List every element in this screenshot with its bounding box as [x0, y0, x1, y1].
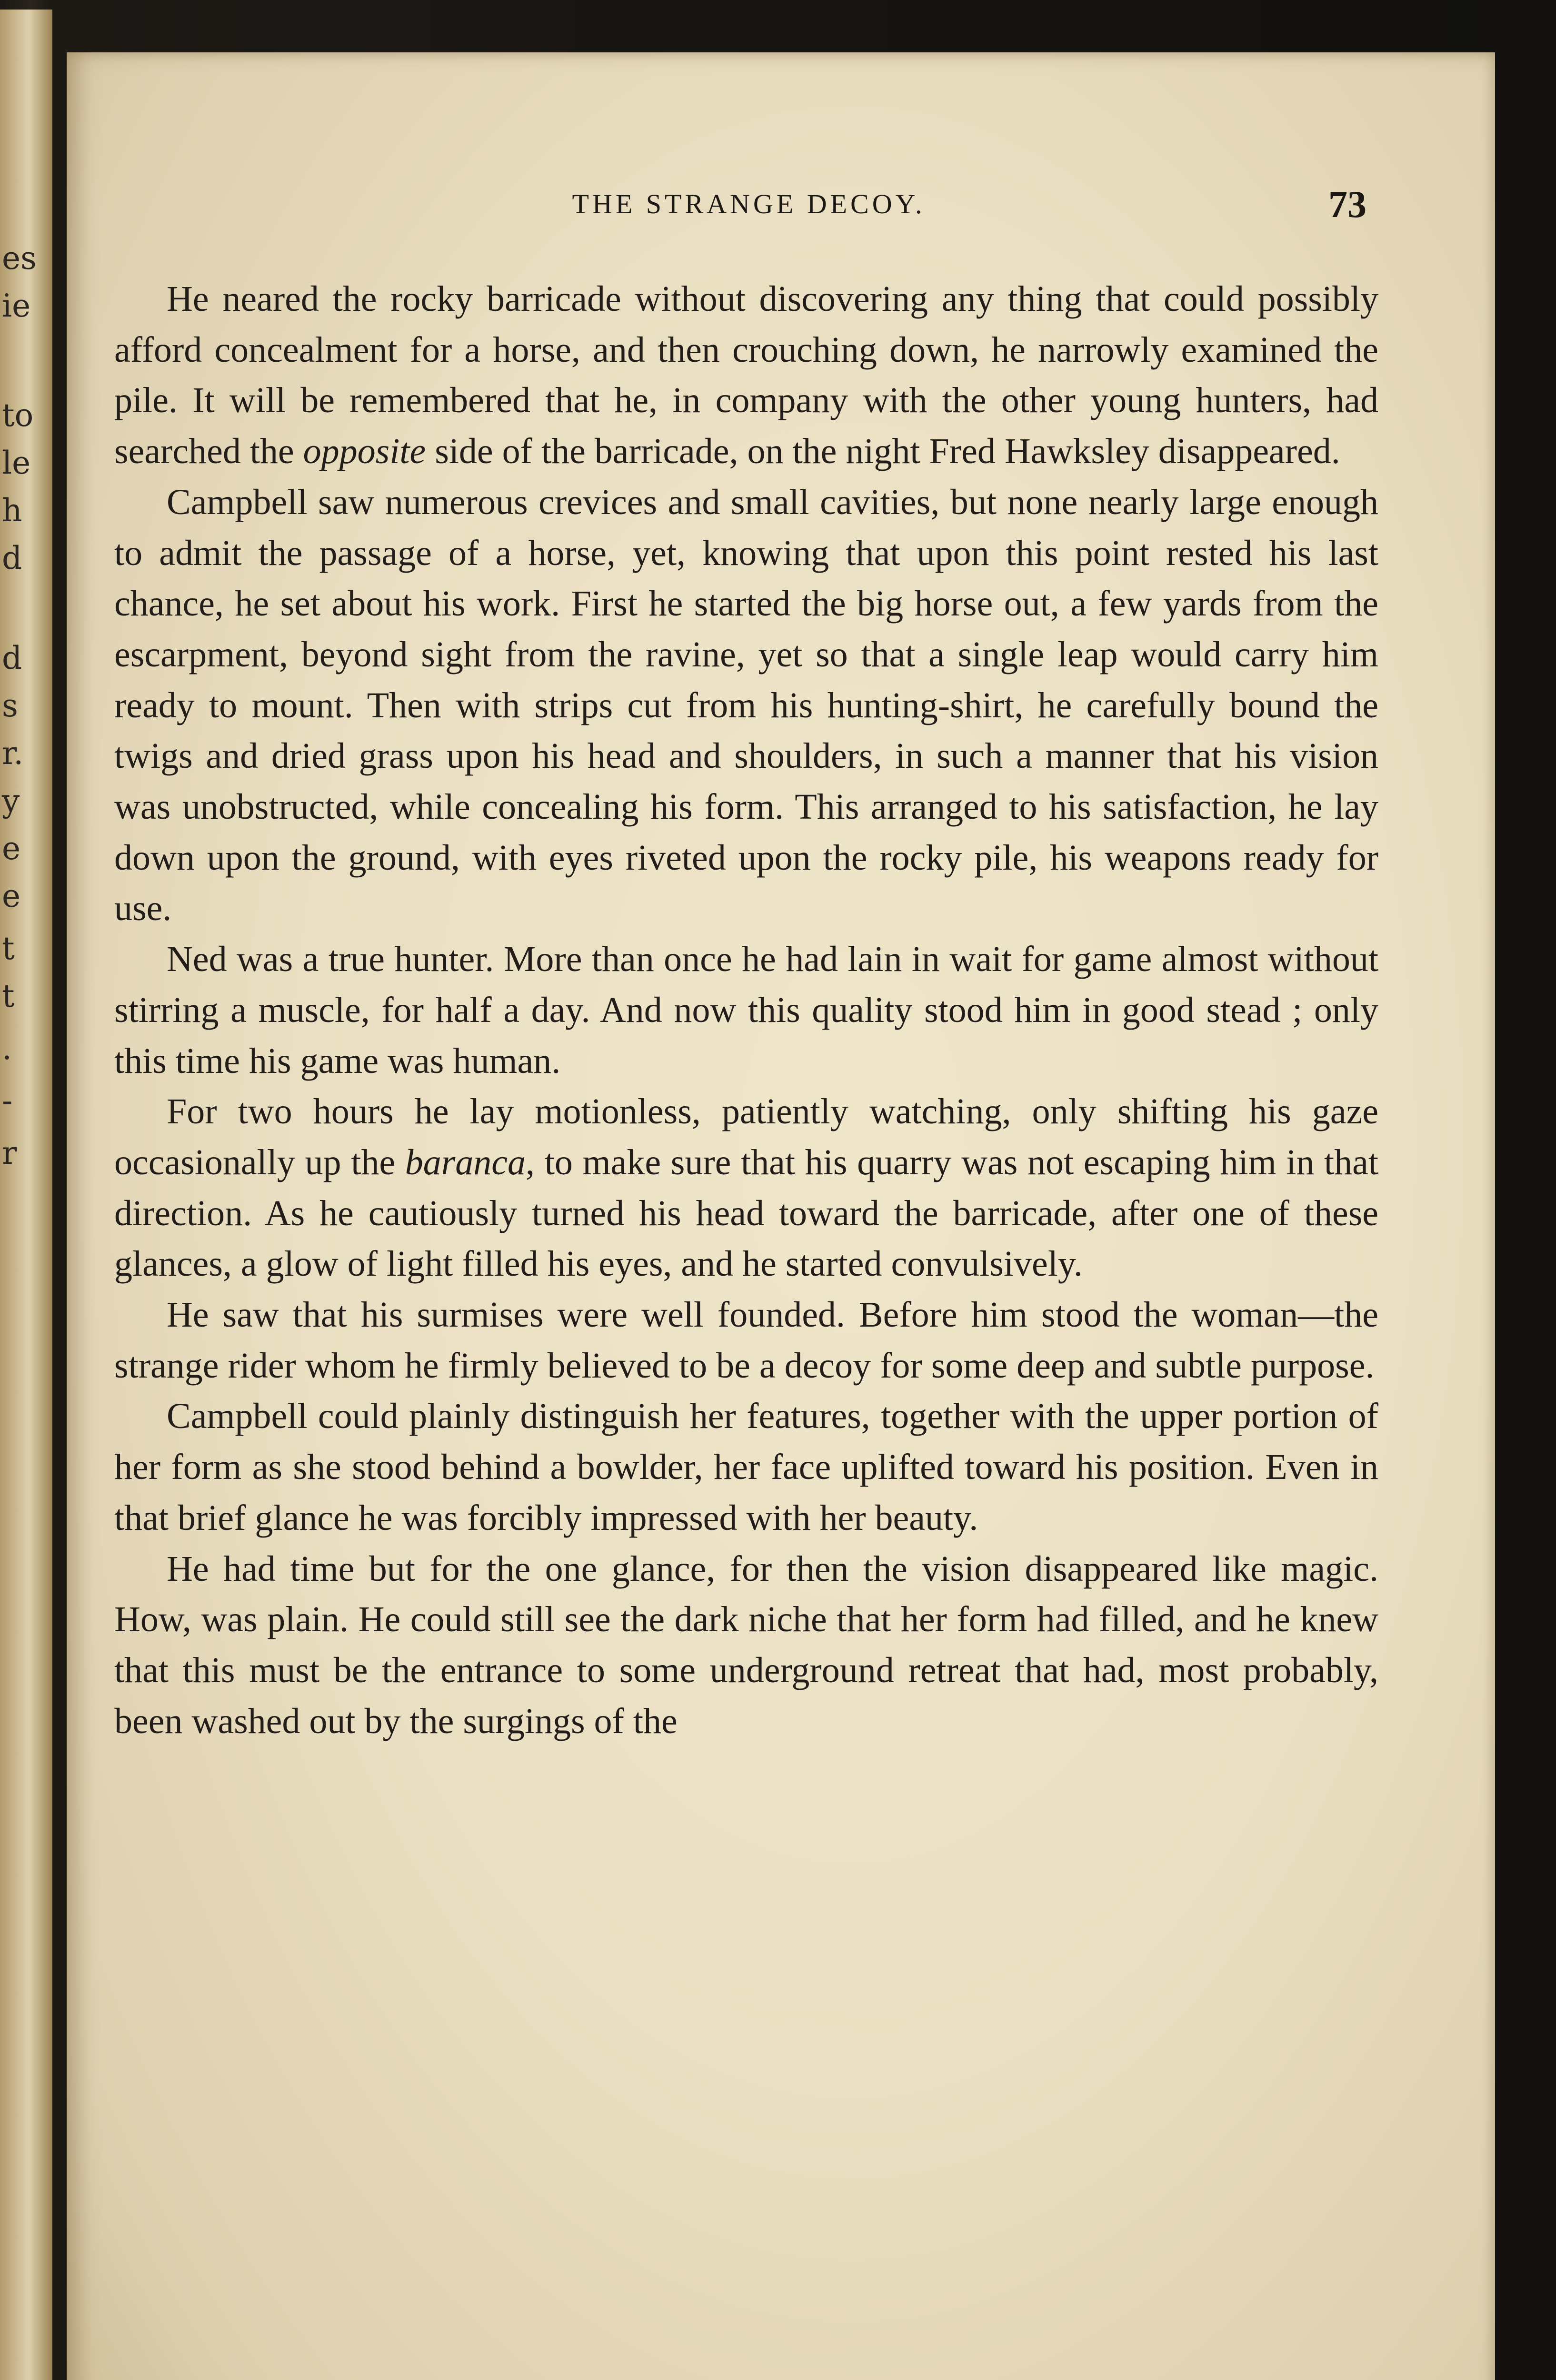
paragraph: Ned was a true hunter. More than once he had lain in wait for game almost without stirring a muscle, for half a day. And now this quality stood him in good stead ; only this time his game was human. — [114, 939, 1378, 1081]
facing-page-fragment: h — [2, 492, 22, 529]
paragraph: Campbell saw numerous crevices and small cavities, but none nearly large enough to admit the passage of a horse, yet, knowing that upon this point rested his last chance, he set about his work. First he started the big horse out, a few yards from the escarpment, beyond sight from the ravine, yet so that a single leap would carry him ready to mount. Then with strips cut from his hunting-shirt, he carefully bound the twigs and dried grass upon his head and shoulders, in such a manner that his vision was unobstructed, while concealing his form. This arranged to his satisfaction, he lay down upon the ground, with eyes riveted upon the rocky pile, his weapons ready for use. — [114, 482, 1378, 929]
paragraph: He neared the rocky barricade without discovering any thing that could possibly afford concealment for a horse, and then crouching down, he narrowly examined the pile. It will be remembered that he, in company with the other young hunters, had searched the opposite side of the barricade, on the night Fred Hawksley disappeared. — [114, 279, 1378, 472]
facing-page-fragment: t — [2, 978, 15, 1014]
paragraph: He had time but for the one glance, for then the vision disappeared like magic. How, was plain. He could still see the dark niche that her form had filled, and he knew that this must be the entrance to some underground retreat that had, most probably, been washed out by the surgings of the — [114, 1548, 1378, 1741]
facing-page-fragment: to — [2, 397, 34, 434]
facing-page-fragment: es — [2, 240, 37, 277]
paragraph: For two hours he lay motionless, patiently watching, only shifting his gaze occasionally up the baranca, to make sure that his quarry was not escaping him in that direction. As he cautiously turned his head toward the barricade, after one of these glances, a glow of light filled his eyes, and he started convulsively. — [114, 1091, 1378, 1284]
facing-page-fragment: r. — [2, 735, 24, 772]
facing-page-fragment: le — [2, 445, 31, 481]
facing-page-fragment: y — [2, 783, 20, 819]
chapter-title: THE STRANGE DECOY. — [572, 188, 926, 219]
paragraph: He saw that his surmises were well founded. Before him stood the woman—the strange rider whom he firmly believed to be a decoy for some deep and subtle purpose. — [114, 1295, 1378, 1386]
facing-page-fragment: r — [2, 1135, 17, 1171]
facing-page-fragment: e — [2, 830, 21, 867]
previous-page-edge — [0, 10, 52, 2380]
facing-page-fragment: . — [2, 1030, 12, 1067]
facing-page-fragment: d — [2, 540, 22, 576]
facing-page-fragment: d — [2, 640, 22, 676]
facing-page-fragment: s — [2, 687, 18, 724]
paragraph: Campbell could plainly distinguish her features, together with the upper portion of her form as she stood behind a bowlder, her face uplifted toward his position. Even in that brief glance he was forcibly impressed with her beauty. — [114, 1396, 1378, 1538]
page-number: 73 — [1328, 184, 1366, 226]
facing-page-fragment: e — [2, 878, 21, 914]
book-page — [67, 52, 1495, 2380]
italic-word: opposite — [303, 431, 426, 472]
body-text — [114, 274, 1378, 1746]
facing-page-fragment: - — [2, 1082, 13, 1119]
facing-page-fragment: ie — [2, 288, 31, 324]
facing-page-fragment: t — [2, 930, 15, 967]
running-head — [67, 184, 1431, 236]
italic-word: baranca — [405, 1142, 526, 1182]
